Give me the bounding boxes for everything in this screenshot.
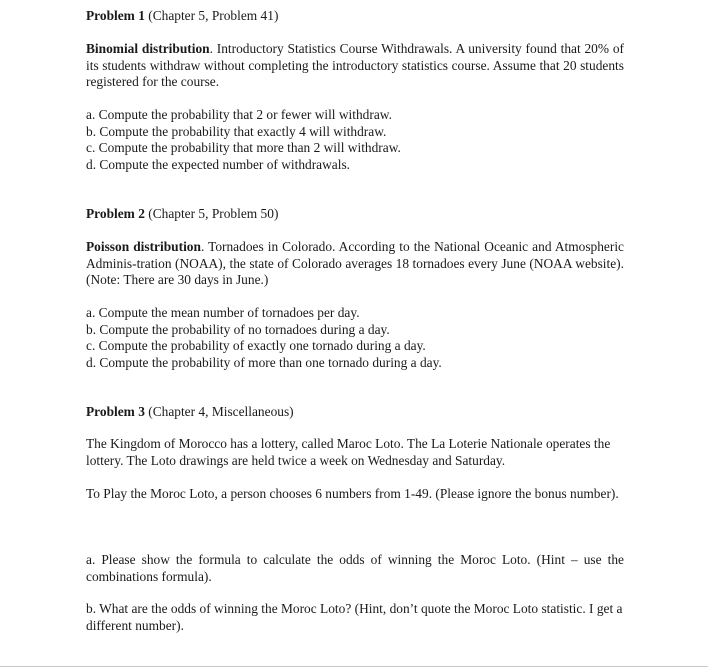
list-item: a. Compute the mean number of tornadoes per day. [86, 305, 360, 320]
problem-2-questions [86, 305, 442, 371]
problem-1-source: (Chapter 5, Problem 41) [144, 8, 279, 23]
problem-2-intro-text: . Tornadoes in Colorado. According to the National Oceanic and Atmospheric Adminis-tration (NOAA), the state of Colorado averages 18 tornadoes every June (NOAA website). (Note: There are 30 days in June.) [86, 239, 624, 288]
list-item: a. Compute the probability that 2 or fewer will withdraw. [86, 107, 392, 122]
problem-3-heading [86, 404, 294, 421]
problem-2-heading [86, 206, 278, 223]
problem-1-heading [86, 8, 278, 25]
list-item: c. Compute the probability of exactly one tornado during a day. [86, 338, 426, 354]
problem-2-label: Problem 2 [86, 206, 145, 221]
list-item: b. Compute the probability that exactly 4 will withdraw. [86, 123, 387, 139]
list-item: d. Compute the probability of more than one tornado during a day. [86, 354, 442, 370]
problem-3-part-b: b. What are the odds of winning the Moroc Loto? (Hint, don’t quote the Moroc Loto statistic. I get a different number). [86, 601, 623, 633]
problem-3-part-a: a. Please show the formula to calculate the odds of winning the Moroc Loto. (Hint – use the combinations formula). [86, 552, 624, 584]
problem-2-intro [86, 239, 624, 289]
problem-1-questions [86, 107, 401, 173]
problem-2-source: (Chapter 5, Problem 50) [144, 206, 279, 221]
problem-3-source: (Chapter 4, Miscellaneous) [144, 404, 294, 419]
problem-3-label: Problem 3 [86, 404, 145, 419]
list-item: d. Compute the expected number of withdrawals. [86, 156, 351, 172]
problem-1-label: Problem 1 [86, 8, 145, 23]
problem-1-intro [86, 41, 624, 91]
problem-1-intro-text: . Introductory Statistics Course Withdrawals. A university found that 20% of its students withdraw without completing the introductory statistics course. Assume that 20 students registered for the course. [86, 41, 624, 90]
problem-3-para-2: To Play the Moroc Loto, a person chooses 6 numbers from 1-49. (Please ignore the bonus number). [86, 486, 619, 501]
problem-1-topic: Binomial distribution [86, 41, 210, 56]
problem-2-topic: Poisson distribution [86, 239, 201, 254]
problem-3-para-1: The Kingdom of Morocco has a lottery, called Maroc Loto. The La Loterie Nationale operates the lottery. The Loto drawings are held twice a week on Wednesday and Saturday. [86, 436, 611, 468]
page-bottom-divider [0, 666, 708, 667]
list-item: b. Compute the probability of no tornadoes during a day. [86, 321, 390, 337]
list-item: c. Compute the probability that more than 2 will withdraw. [86, 140, 401, 156]
